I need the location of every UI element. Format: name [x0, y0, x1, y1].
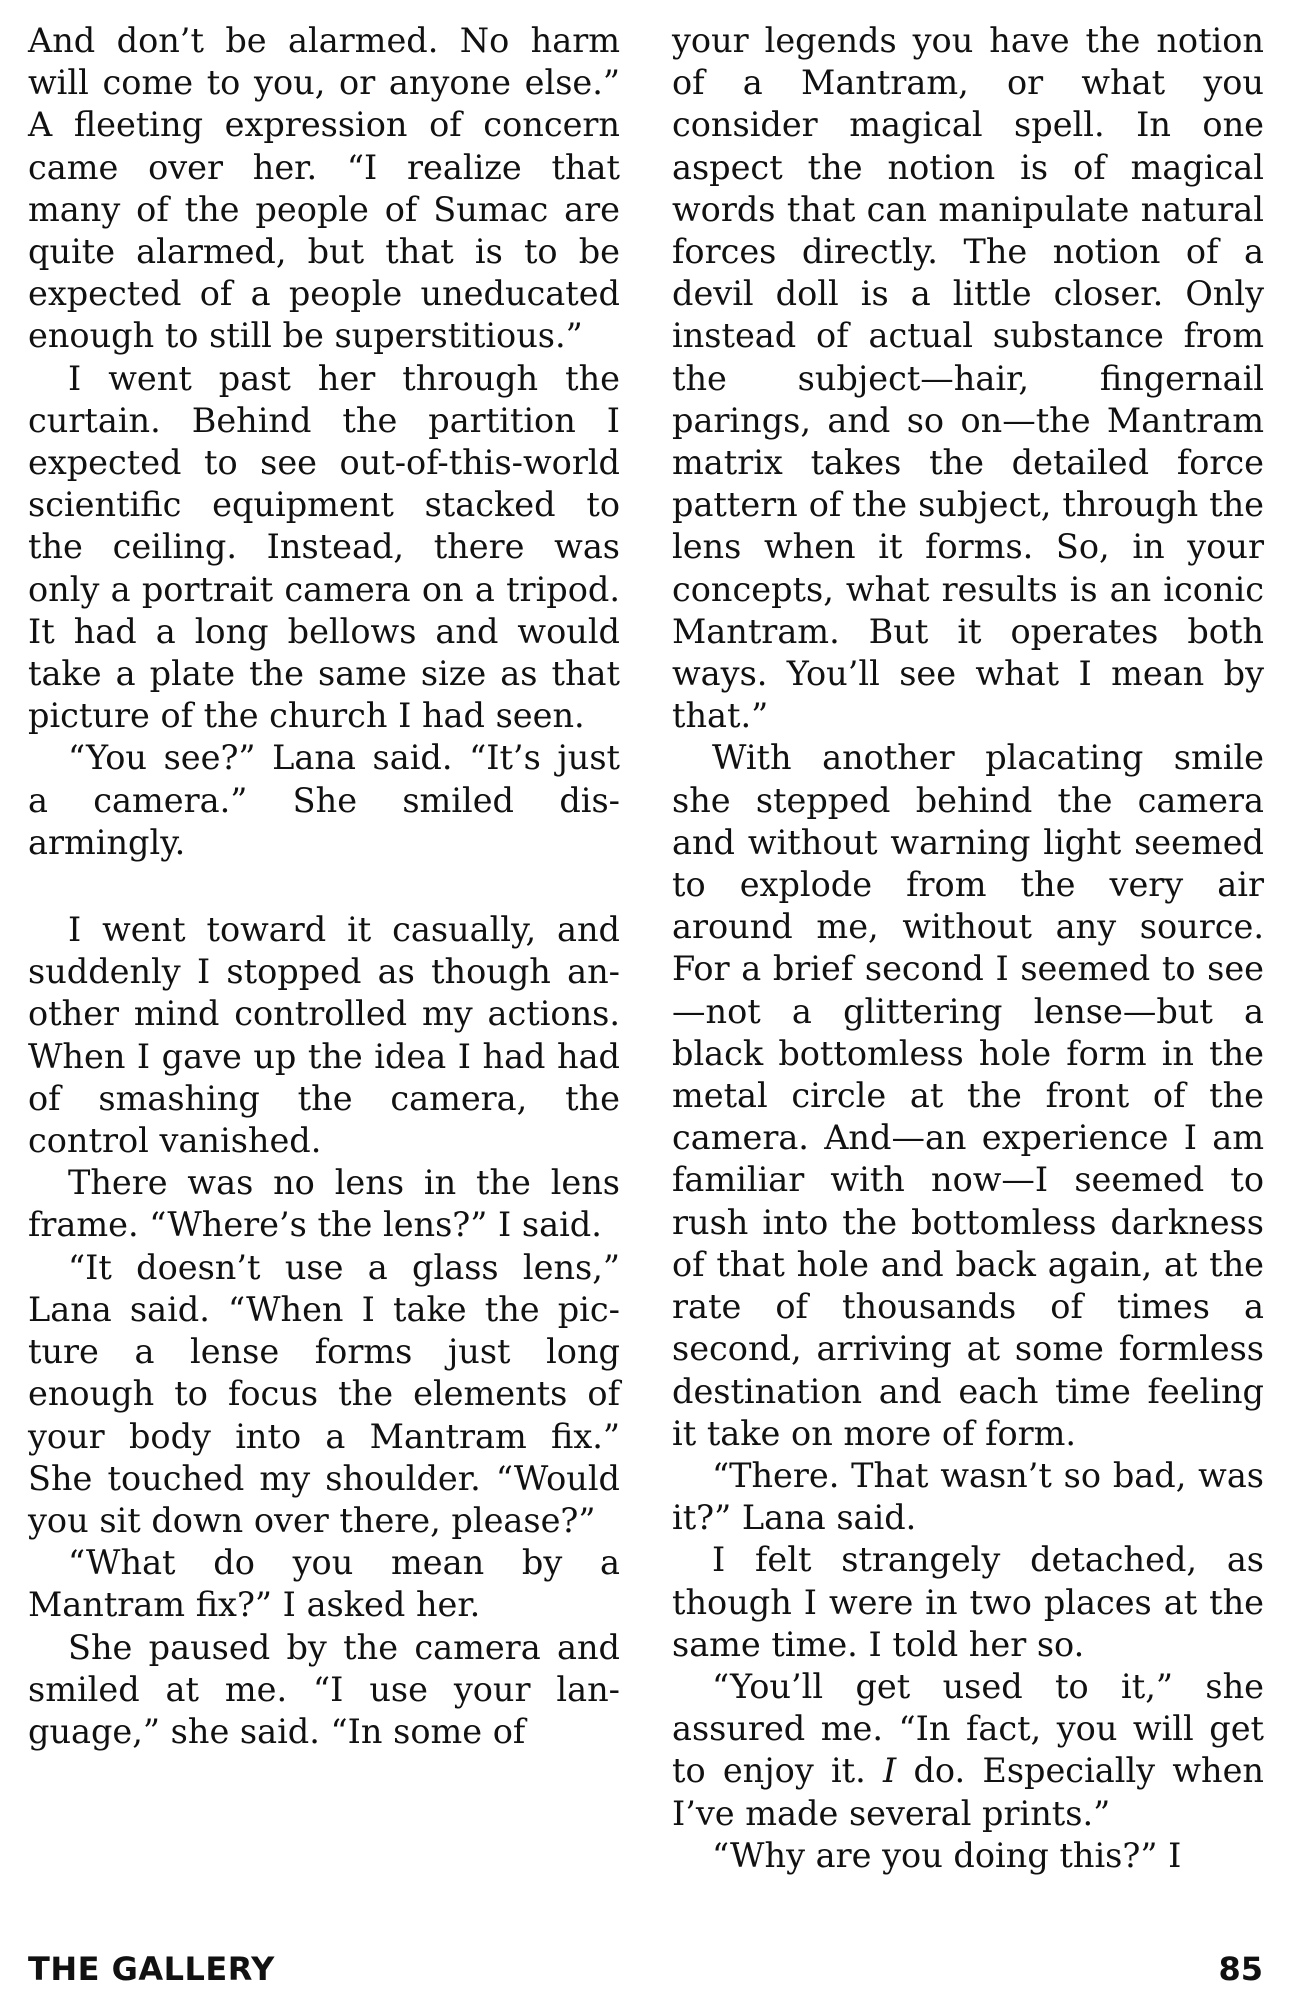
italic-text: I	[883, 1751, 897, 1791]
paragraph: “There. That wasn’t so bad, was it?” Lana said.	[672, 1455, 1264, 1538]
paragraph: She paused by the camera and smiled at me. “I use your language,” she said. “In some of	[28, 1627, 620, 1751]
paragraph: “Why are you doing this?” I	[712, 1835, 1182, 1875]
page-number: 85	[1218, 1950, 1263, 1988]
paragraph	[672, 1666, 1264, 1835]
paragraph: “What do you mean by a Mantram fix?” I asked her.	[28, 1543, 620, 1625]
paragraph: With another placating smile she stepped behind the camera and without warning light seemed to explode from the very air around me, without any source. For a brief second I seemed to see—not a glittering lense—but a black bottomless hole form in the metal circle at the front of the camera. And—an experience I am familiar with now—I seemed to rush into the bottomless darkness of that hole and back again, at the rate of thousands of times a second, arriving at some formless destination and each time feeling it take on more of form.	[672, 738, 1264, 1453]
right-column	[672, 20, 1264, 1877]
paragraph: I went toward it casually, and suddenly I stopped as though another mind controlled my actions. When I gave up the idea I had had of smashing the camera, the control vanished.	[28, 910, 620, 1161]
paragraph: I felt strangely detached, as though I were in two places at the same time. I told her so.	[672, 1540, 1264, 1664]
paragraph: I went past her through the curtain. Behind the partition I expected to see out-of-this-world scientific equipment stacked to the ceiling. Instead, there was only a portrait camera on a tripod. It had a long bellows and would take a plate the same size as that picture of the church I had seen.	[28, 358, 620, 736]
magazine-title: THE GALLERY	[28, 1950, 275, 1988]
text-run: do. Especially when I’ve made several prints.”	[672, 1751, 1264, 1833]
paragraph: your legends you have the notion of a Mantram, or what you consider magical spell. In one aspect the notion is of magical words that can manipulate natural forces directly. The notion of a devil doll is a little closer. Only instead of actual substance from the subject—hair, fingernail parings, and so on—the Mantram matrix takes the detailed force pattern of the subject, through the lens when it forms. So, in your concepts, what results is an iconic Mantram. But it operates both ways. You’ll see what I mean by that.”	[672, 21, 1264, 736]
text-run: “You’ll get used to it,” she assured me. “In fact, you will get to enjoy it.	[672, 1666, 1264, 1791]
paragraph: There was no lens in the lens frame. “Where’s the lens?” I said.	[28, 1163, 620, 1245]
section-break	[28, 864, 620, 909]
paragraph: “It doesn’t use a glass lens,” Lana said. “When I take the picture a lense forms just long enough to focus the elements of your body into a Mantram fix.” She touched my shoulder. “Would you sit down over there, please?”	[28, 1247, 620, 1540]
left-column	[28, 20, 620, 1753]
paragraph: And don’t be alarmed. No harm will come to you, or anyone else.” A fleeting expression of concern came over her. “I realize that many of the people of Sumac are quite alarmed, but that is to be expected of a people uneducated enough to still be superstitious.”	[28, 21, 620, 356]
paragraph: “You see?” Lana said. “It’s just a camera.” She smiled disarmingly.	[28, 738, 620, 862]
